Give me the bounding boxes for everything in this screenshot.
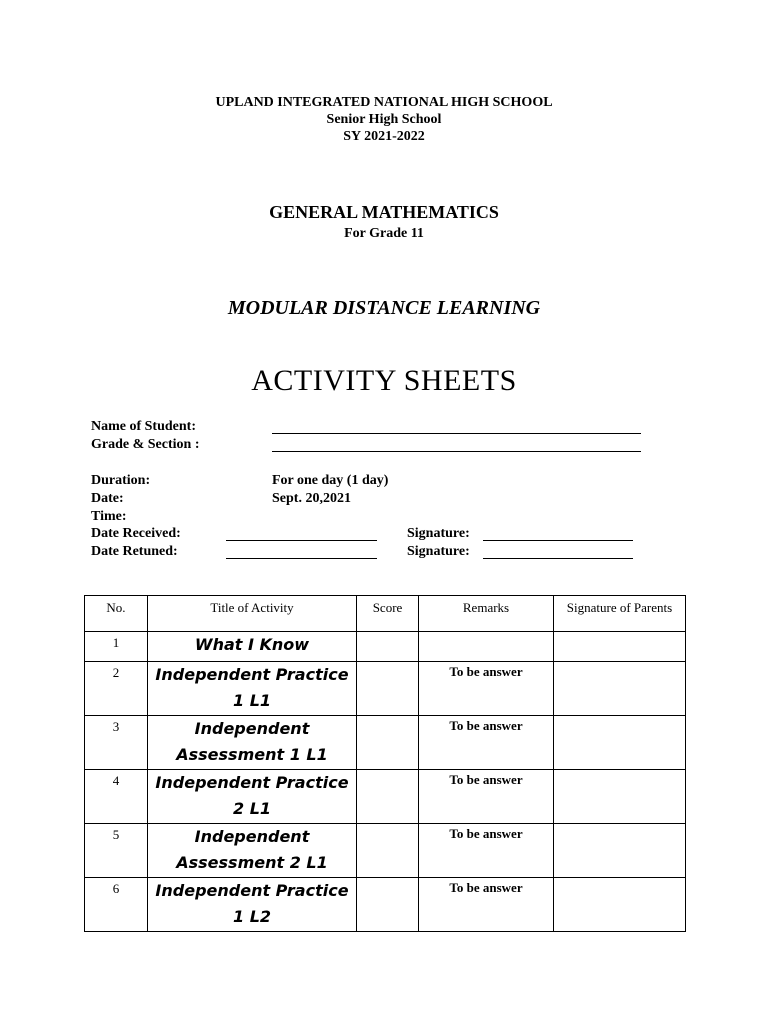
row-title: Independent Assessment 1 L1 [148,716,357,770]
table-row [85,824,686,878]
row-no: 1 [85,632,148,662]
row-score[interactable] [357,716,419,770]
name-field[interactable] [272,433,641,434]
row-signature[interactable] [554,632,686,662]
row-remarks[interactable]: To be answer [419,878,554,932]
table-row [85,878,686,932]
duration-label: Duration: [91,473,151,488]
received-signature-field[interactable] [483,540,633,541]
row-remarks[interactable]: To be answer [419,662,554,716]
department: Senior High School [326,112,442,127]
row-signature[interactable] [554,878,686,932]
row-no: 2 [85,662,148,716]
table-row [85,632,686,662]
row-title: Independent Assessment 2 L1 [148,824,357,878]
col-remarks: Remarks [419,596,554,632]
subject-title: GENERAL MATHEMATICS [269,202,499,222]
returned-signature-field[interactable] [483,558,633,559]
table-row [85,716,686,770]
grade-level: For Grade 11 [344,226,424,241]
activity-table [84,595,686,932]
table-header-row [85,596,686,632]
school-year: SY 2021-2022 [343,129,425,144]
row-no: 5 [85,824,148,878]
row-title: Independent Practice 2 L1 [148,770,357,824]
time-label: Time: [91,509,127,524]
returned-field[interactable] [226,558,377,559]
received-field[interactable] [226,540,377,541]
school-name: UPLAND INTEGRATED NATIONAL HIGH SCHOOL [215,95,553,110]
row-remarks[interactable]: To be answer [419,824,554,878]
row-title: What I Know [148,632,357,662]
row-no: 3 [85,716,148,770]
date-label: Date: [91,491,124,506]
table-row [85,662,686,716]
row-signature[interactable] [554,662,686,716]
col-no: No. [85,596,148,632]
row-score[interactable] [357,824,419,878]
modality-title: MODULAR DISTANCE LEARNING [227,297,541,319]
row-score[interactable] [357,878,419,932]
received-label: Date Received: [91,526,181,541]
duration-value: For one day (1 day) [272,473,389,488]
section-label: Grade & Section : [91,437,200,452]
row-remarks[interactable] [419,632,554,662]
row-signature[interactable] [554,716,686,770]
col-score: Score [357,596,419,632]
page-title: ACTIVITY SHEETS [251,364,517,397]
col-title: Title of Activity [148,596,357,632]
school-header [0,94,768,145]
col-signature: Signature of Parents [554,596,686,632]
returned-label: Date Retuned: [91,544,178,559]
received-signature-label: Signature: [407,526,470,541]
row-no: 4 [85,770,148,824]
row-remarks[interactable]: To be answer [419,716,554,770]
row-no: 6 [85,878,148,932]
row-signature[interactable] [554,824,686,878]
table-row [85,770,686,824]
row-score[interactable] [357,662,419,716]
returned-signature-label: Signature: [407,544,470,559]
row-title: Independent Practice 1 L1 [148,662,357,716]
section-field[interactable] [272,451,641,452]
name-label: Name of Student: [91,419,196,434]
row-remarks[interactable]: To be answer [419,770,554,824]
row-title: Independent Practice 1 L2 [148,878,357,932]
row-score[interactable] [357,632,419,662]
row-signature[interactable] [554,770,686,824]
date-value: Sept. 20,2021 [272,491,351,506]
row-score[interactable] [357,770,419,824]
